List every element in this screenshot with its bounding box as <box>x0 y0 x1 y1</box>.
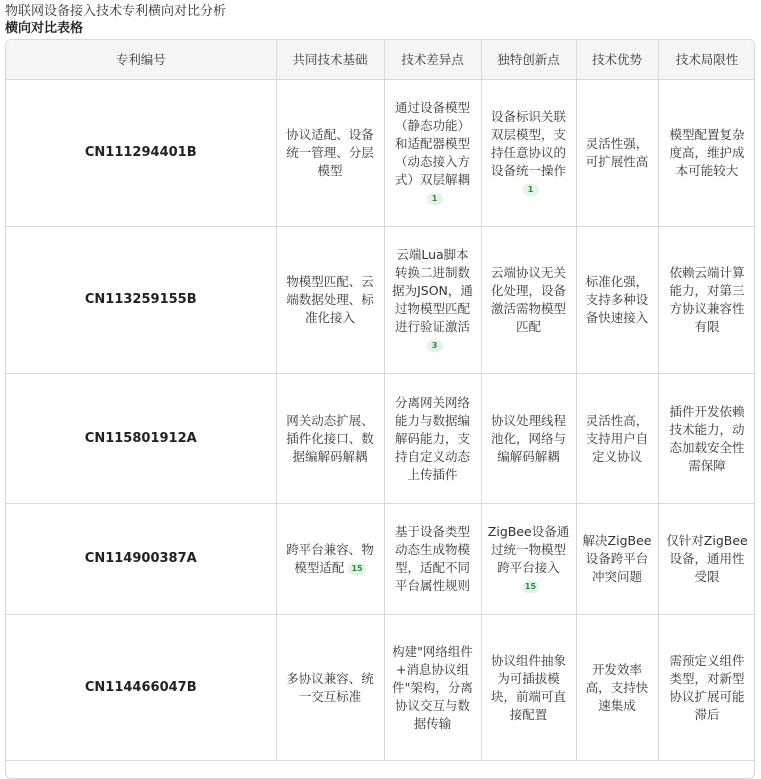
innovation-cell: 云端协议无关化处理，设备激活需物模型匹配 <box>481 227 576 374</box>
advantage-cell: 灵活性强，可扩展性高 <box>576 80 658 227</box>
citation-badge[interactable]: 1 <box>427 193 443 205</box>
difference-text: 云端Lua脚本转换二进制数据为JSON，通过物模型匹配进行验证激活 <box>392 247 473 334</box>
difference-cell: 分离网关网络能力与数据编解码能力，支持自定义动态上传插件 <box>384 374 481 504</box>
header-differences: 技术差异点 <box>384 40 481 80</box>
comparison-table <box>6 40 755 761</box>
table-row <box>6 374 755 504</box>
header-limitations: 技术局限性 <box>658 40 755 80</box>
difference-cell <box>384 227 481 374</box>
header-advantages: 技术优势 <box>576 40 658 80</box>
innovation-text: 设备标识关联双层模型，支持任意协议的设备统一操作 <box>490 109 566 178</box>
page-title: 物联网设备接入技术专利横向对比分析 <box>5 4 227 19</box>
citation-badge[interactable]: 1 <box>523 184 539 196</box>
advantage-cell: 解决ZigBee设备跨平台冲突问题 <box>576 504 658 615</box>
table-row <box>6 227 755 374</box>
limitation-cell: 依赖云端计算能力，对第三方协议兼容性有限 <box>658 227 755 374</box>
advantage-cell: 标准化强，支持多种设备快速接入 <box>576 227 658 374</box>
common-basis-cell: 网关动态扩展、插件化接口、数据编解码解耦 <box>276 374 384 504</box>
difference-text: 通过设备模型（静态功能）和适配器模型（动态接入方式）双层解耦 <box>394 100 470 187</box>
citation-badge[interactable]: 3 <box>427 340 443 352</box>
patent-number-cell: CN114900387A <box>6 504 276 615</box>
patent-number-cell: CN113259155B <box>6 227 276 374</box>
difference-cell: 构建"网络组件+消息协议组件"架构，分离协议交互与数据传输 <box>384 615 481 761</box>
difference-cell: 基于设备类型动态生成物模型，适配不同平台属性规则 <box>384 504 481 615</box>
citation-badge[interactable]: 15 <box>522 581 539 593</box>
innovation-cell <box>481 80 576 227</box>
limitation-cell: 模型配置复杂度高，维护成本可能较大 <box>658 80 755 227</box>
citation-badge[interactable]: 15 <box>348 563 365 575</box>
patent-number-cell: CN115801912A <box>6 374 276 504</box>
patent-number-cell: CN114466047B <box>6 615 276 761</box>
header-patent-number: 专利编号 <box>6 40 276 80</box>
limitation-cell: 需预定义组件类型，对新型协议扩展可能滞后 <box>658 615 755 761</box>
patent-number-cell: CN111294401B <box>6 80 276 227</box>
advantage-cell: 开发效率高，支持快速集成 <box>576 615 658 761</box>
common-basis-cell: 协议适配、设备统一管理、分层模型 <box>276 80 384 227</box>
innovation-text: ZigBee设备通过统一物模型跨平台接入 <box>487 524 570 575</box>
table-row <box>6 615 755 761</box>
difference-cell <box>384 80 481 227</box>
common-basis-cell: 物模型匹配、云端数据处理、标准化接入 <box>276 227 384 374</box>
common-basis-cell: 多协议兼容、统一交互标准 <box>276 615 384 761</box>
common-basis-text: 跨平台兼容、物模型适配 <box>286 542 374 575</box>
innovation-cell: 协议处理线程池化，网络与编解码解耦 <box>481 374 576 504</box>
section-title: 横向对比表格 <box>5 21 84 36</box>
table-header-row <box>6 40 755 80</box>
header-innovation: 独特创新点 <box>481 40 576 80</box>
common-basis-cell <box>276 504 384 615</box>
limitation-cell: 插件开发依赖技术能力，动态加载安全性需保障 <box>658 374 755 504</box>
advantage-cell: 灵活性高，支持用户自定义协议 <box>576 374 658 504</box>
table-row <box>6 80 755 227</box>
table-row <box>6 504 755 615</box>
comparison-table-container[interactable] <box>5 39 755 779</box>
innovation-cell: 协议组件抽象为可插拔模块，前端可直接配置 <box>481 615 576 761</box>
header-common-basis: 共同技术基础 <box>276 40 384 80</box>
limitation-cell: 仅针对ZigBee设备，通用性受限 <box>658 504 755 615</box>
innovation-cell <box>481 504 576 615</box>
